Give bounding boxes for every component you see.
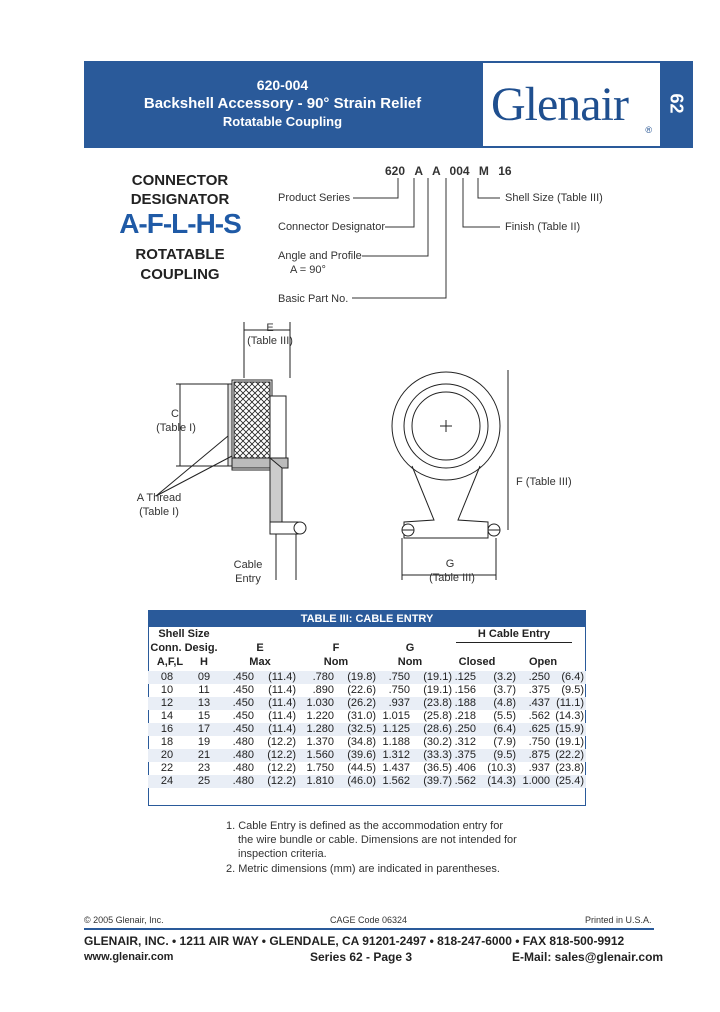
logo-wordmark: Glenair (491, 78, 628, 131)
table-cell-f_mm: (39.6) (347, 749, 376, 761)
label-e: E (266, 322, 274, 334)
th-closed: Closed (458, 656, 496, 668)
pn-seg-basic: 004 (449, 164, 470, 178)
registered-mark: ® (645, 125, 652, 135)
table-cell-afl: 08 (160, 671, 174, 683)
table-cell-o: .562 (528, 710, 550, 722)
table-cell-afl: 20 (160, 749, 174, 761)
table-cell-e_mm: (11.4) (268, 684, 296, 696)
designator-line2: DESIGNATOR (130, 191, 230, 208)
label-connector-designator: Connector Designator (278, 221, 386, 233)
table-cell-afl: 16 (160, 723, 174, 735)
table-cell-afl: 10 (160, 684, 174, 696)
th-g: G (405, 642, 415, 654)
table-cell-o: .875 (528, 749, 550, 761)
table-cell-f: 1.030 (306, 697, 334, 709)
table-title: TABLE III: CABLE ENTRY (149, 611, 585, 627)
table-cell-h: 17 (197, 723, 211, 735)
table-cell-c_mm: (6.4) (493, 723, 516, 735)
table-cell-c_mm: (3.7) (493, 684, 516, 696)
footer-cage: CAGE Code 06324 (330, 915, 408, 925)
table-cell-c_mm: (14.3) (487, 775, 516, 787)
table-cell-f: 1.750 (306, 762, 334, 774)
table-cell-g: 1.312 (382, 749, 410, 761)
table-cell-f: 1.280 (306, 723, 334, 735)
table-cell-g_mm: (30.2) (423, 736, 452, 748)
table-cell-e_mm: (12.2) (267, 749, 296, 761)
table-cell-c: .312 (454, 736, 476, 748)
table-cell-o_mm: (14.3) (555, 710, 584, 722)
part-number-title: 620-004 (256, 77, 309, 93)
table-cell-g: 1.125 (382, 723, 410, 735)
table-cell-h: 19 (197, 736, 211, 748)
footer-address: GLENAIR, INC. • 1211 AIR WAY • GLENDALE, CA 91201-2497 • 818-247-6000 • FAX 818-500-9912 (84, 934, 625, 948)
label-c: C (171, 408, 179, 420)
table-cell-g: .750 (388, 671, 410, 683)
table-cell-f_mm: (22.6) (347, 684, 376, 696)
footer-series-page: Series 62 - Page 3 (310, 950, 413, 964)
table-cell-c_mm: (3.2) (493, 671, 516, 683)
designator-line4: COUPLING (140, 266, 220, 283)
table-cell-c_mm: (7.9) (493, 736, 516, 748)
table-cell-f_mm: (19.8) (347, 671, 376, 683)
table-cell-o: .625 (528, 723, 550, 735)
table-cell-o: 1.000 (522, 775, 550, 787)
table-cell-c: .188 (454, 697, 476, 709)
table-cell-g_mm: (23.8) (423, 697, 452, 709)
note-1c: inspection criteria. (238, 848, 327, 860)
label-basic-part: Basic Part No. (278, 293, 349, 305)
table-cell-h: 23 (197, 762, 211, 774)
table-cell-c_mm: (5.5) (493, 710, 516, 722)
th-f-sub: Nom (323, 656, 349, 668)
label-finish: Finish (Table II) (505, 221, 581, 233)
table-cell-o_mm: (15.9) (555, 723, 584, 735)
note-1b: the wire bundle or cable. Dimensions are not intended for (238, 834, 517, 846)
table-cell-e_mm: (11.4) (268, 697, 296, 709)
table-cell-afl: 24 (160, 775, 174, 787)
footer-copyright: © 2005 Glenair, Inc. (84, 915, 164, 925)
note-2: 2. Metric dimensions (mm) are indicated in parentheses. (226, 863, 500, 875)
table-cell-c: .125 (454, 671, 476, 683)
table-cell-f_mm: (26.2) (347, 697, 376, 709)
table-cell-afl: 18 (160, 736, 174, 748)
table-cell-h: 25 (197, 775, 211, 787)
table-cell-e: .480 (232, 736, 254, 748)
table-cell-e: .450 (232, 671, 254, 683)
table-cell-c: .562 (454, 775, 476, 787)
table-cell-e_mm: (12.2) (267, 736, 296, 748)
table-cell-f_mm: (32.5) (347, 723, 376, 735)
table-cell-o_mm: (23.8) (555, 762, 584, 774)
table-cell-o: .250 (528, 671, 550, 683)
designator-line3: ROTATABLE (135, 246, 225, 263)
table-cell-c: .375 (454, 749, 476, 761)
table-cell-e: .450 (232, 710, 254, 722)
table-cell-o: .937 (528, 762, 550, 774)
note-1a: 1. Cable Entry is defined as the accommodation entry for (226, 820, 503, 832)
table-cell-o: .750 (528, 736, 550, 748)
th-e: E (256, 642, 264, 654)
table-cell-e_mm: (12.2) (267, 775, 296, 787)
table-cell-e: .480 (232, 775, 254, 787)
pn-seg-shell: 16 (498, 164, 512, 178)
table-cell-e: .480 (232, 749, 254, 761)
table-cell-e: .480 (232, 762, 254, 774)
table-cell-f: 1.370 (306, 736, 334, 748)
th-shell-size: Shell Size (158, 628, 210, 640)
table-cell-o_mm: (9.5) (561, 684, 584, 696)
th-hcable: H Cable Entry (477, 628, 551, 640)
table-cell-f_mm: (34.8) (347, 736, 376, 748)
product-subtitle: Rotatable Coupling (222, 114, 343, 129)
label-g-ref: (Table III) (429, 572, 475, 584)
table-cell-f_mm: (44.5) (347, 762, 376, 774)
table-cell-o_mm: (25.4) (555, 775, 584, 787)
table-cell-g: 1.015 (382, 710, 410, 722)
table-cell-h: 21 (197, 749, 211, 761)
designator-line1: CONNECTOR (131, 172, 229, 189)
table-cell-c: .218 (454, 710, 476, 722)
th-h: H (200, 656, 208, 668)
hcable-rule (456, 642, 572, 643)
th-f: F (332, 642, 340, 654)
table-cell-e_mm: (11.4) (268, 671, 296, 683)
table-cell-afl: 12 (160, 697, 174, 709)
table-cell-h: 09 (197, 671, 211, 683)
table-cell-afl: 22 (160, 762, 174, 774)
label-e-ref: (Table III) (247, 335, 293, 347)
table-cell-e: .450 (232, 723, 254, 735)
th-afl: A,F,L (156, 656, 184, 668)
table-cell-g: 1.437 (382, 762, 410, 774)
table-cell-g_mm: (36.5) (423, 762, 452, 774)
table-cell-f: .890 (312, 684, 334, 696)
table-cell-c_mm: (10.3) (487, 762, 516, 774)
table-cell-g: .937 (388, 697, 410, 709)
table-cell-o_mm: (22.2) (555, 749, 584, 761)
th-open: Open (528, 656, 558, 668)
th-g-sub: Nom (397, 656, 423, 668)
table-cell-c: .250 (454, 723, 476, 735)
table-cell-o_mm: (6.4) (561, 671, 584, 683)
table-cell-f: 1.810 (306, 775, 334, 787)
table-cell-g_mm: (19.1) (423, 671, 452, 683)
footer-web-link[interactable]: www.glenair.com (84, 951, 174, 963)
th-conn-desig: Conn. Desig. (150, 642, 218, 654)
footer-printed: Printed in U.S.A. (585, 915, 652, 925)
table-cell-f_mm: (31.0) (347, 710, 376, 722)
th-e-sub: Max (249, 656, 271, 668)
table-cell-g_mm: (28.6) (423, 723, 452, 735)
table-cell-g: 1.562 (382, 775, 410, 787)
table-cell-o: .437 (528, 697, 550, 709)
label-c-ref: (Table I) (156, 422, 196, 434)
series-tab-label: 62 (666, 93, 687, 114)
pn-seg-angle: A (431, 164, 441, 178)
table-cell-c: .156 (454, 684, 476, 696)
table-cell-g_mm: (39.7) (423, 775, 452, 787)
table-cell-h: 11 (198, 684, 210, 696)
table-cell-e: .450 (232, 684, 254, 696)
table-cell-f: .780 (312, 671, 334, 683)
pn-seg-series: 620 (385, 164, 406, 178)
label-cable: Cable (233, 559, 263, 571)
table-cell-f: 1.560 (306, 749, 334, 761)
table-cell-g_mm: (33.3) (423, 749, 452, 761)
label-g: G (445, 558, 455, 570)
table-cell-o: .375 (528, 684, 550, 696)
designator-codes: A-F-L-H-S (119, 208, 241, 239)
label-a-thread-ref: (Table I) (139, 506, 179, 518)
table-cell-f_mm: (46.0) (347, 775, 376, 787)
table-cell-e: .450 (232, 697, 254, 709)
side-view-drawing (120, 318, 320, 588)
label-f: F (Table III) (516, 476, 572, 488)
table-cell-f: 1.220 (306, 710, 334, 722)
table-cell-g_mm: (19.1) (423, 684, 452, 696)
footer-divider (84, 928, 654, 930)
table-cell-o_mm: (11.1) (556, 697, 584, 709)
table-cell-g: 1.188 (382, 736, 410, 748)
table-cell-c: .406 (454, 762, 476, 774)
table-cell-h: 13 (197, 697, 211, 709)
table-cell-g: .750 (388, 684, 410, 696)
table-cell-e_mm: (12.2) (267, 762, 296, 774)
table-cell-c_mm: (9.5) (493, 749, 516, 761)
table-cell-e_mm: (11.4) (268, 710, 296, 722)
table-cell-afl: 14 (160, 710, 174, 722)
table-cell-e_mm: (11.4) (268, 723, 296, 735)
label-angle-value: A = 90° (290, 264, 326, 276)
pn-seg-finish: M (478, 164, 489, 178)
table-cell-h: 15 (197, 710, 211, 722)
pn-seg-designator: A (414, 164, 423, 178)
table-cell-c_mm: (4.8) (493, 697, 516, 709)
front-view-drawing (390, 370, 530, 590)
label-angle-profile: Angle and Profile (278, 250, 362, 262)
table-cell-o_mm: (19.1) (555, 736, 584, 748)
label-entry: Entry (235, 573, 261, 585)
label-product-series: Product Series (278, 192, 351, 204)
product-title: Backshell Accessory - 90° Strain Relief (143, 95, 422, 112)
label-shell-size: Shell Size (Table III) (505, 192, 603, 204)
footer-email-link[interactable]: E-Mail: sales@glenair.com (512, 950, 664, 964)
label-a-thread: A Thread (136, 492, 182, 504)
table-cell-g_mm: (25.8) (423, 710, 452, 722)
